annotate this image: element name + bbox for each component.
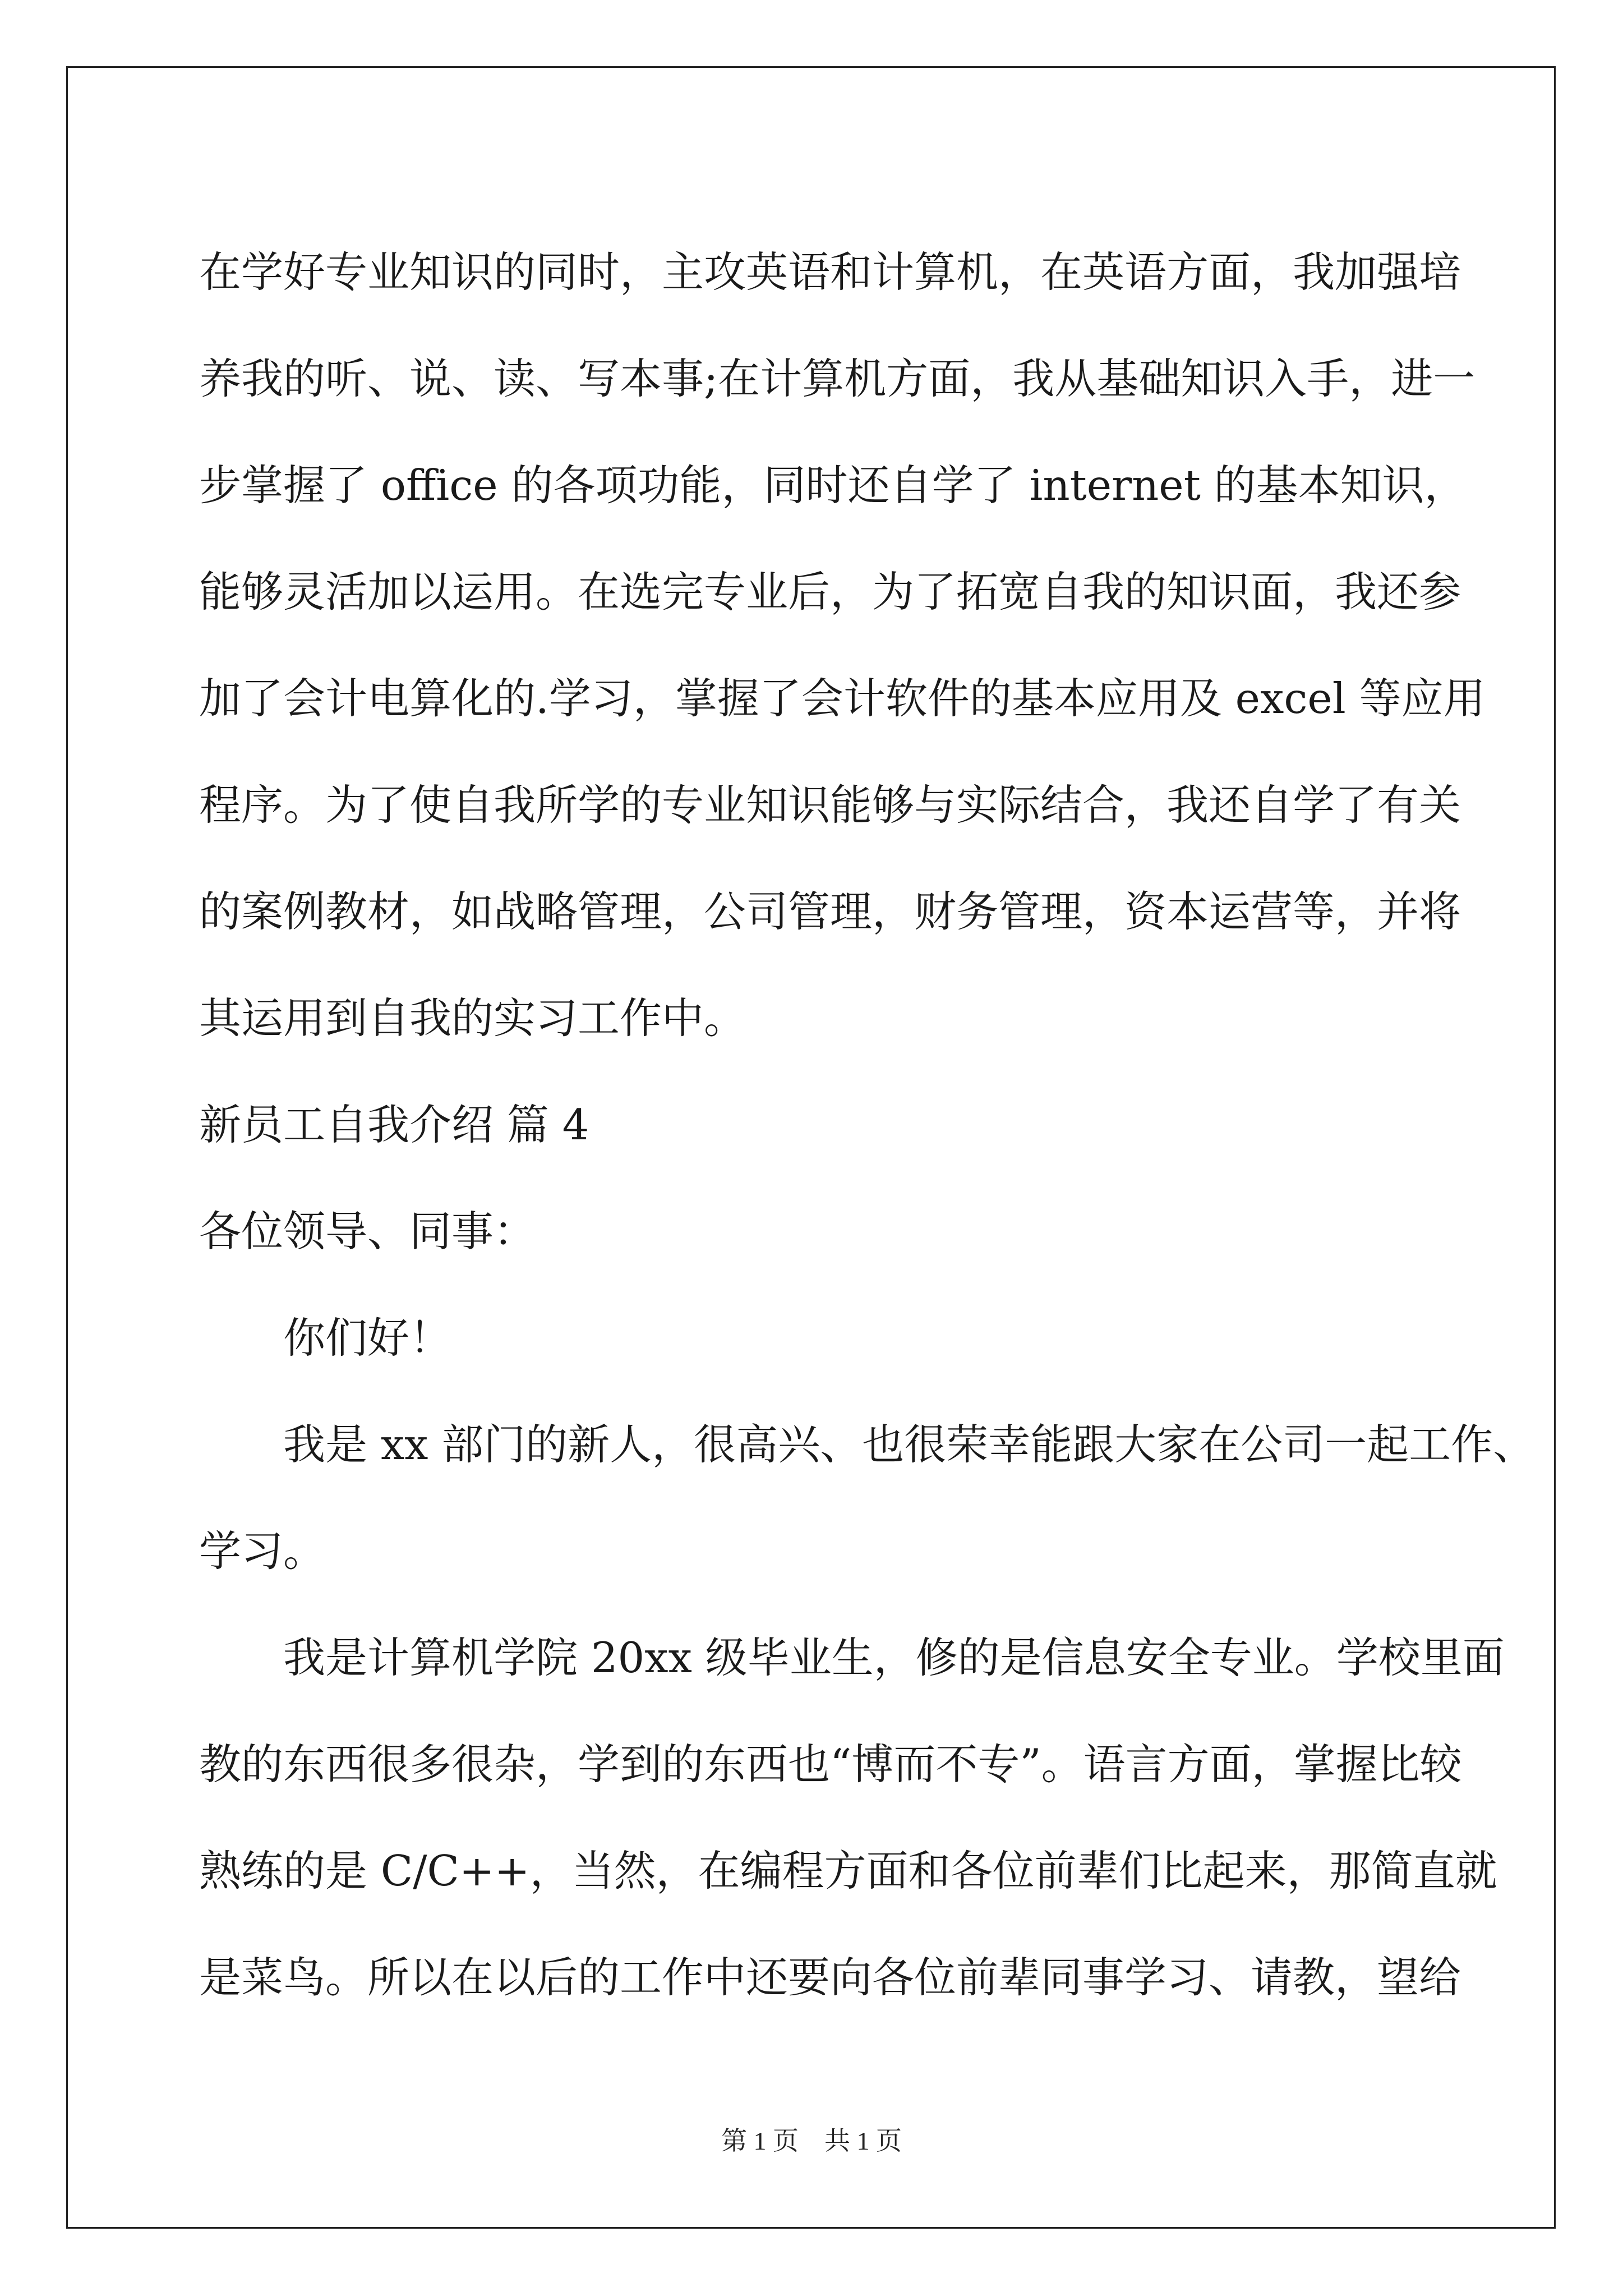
page-number-footer: 第 1 页 共 1 页 <box>721 2127 902 2155</box>
paragraph-line: 步掌握了 office 的各项功能，同时还自学了 internet 的基本知识， <box>199 461 1467 510</box>
salutation: 各位领导、同事： <box>199 1207 536 1256</box>
paragraph-line: 的案例教材，如战略管理，公司管理，财务管理，资本运营等，并将 <box>199 887 1461 936</box>
greeting: 你们好！ <box>283 1313 452 1363</box>
paragraph-line: 在学好专业知识的同时，主攻英语和计算机，在英语方面，我加强培 <box>199 247 1461 297</box>
paragraph-line: 其运用到自我的实习工作中。 <box>199 993 746 1043</box>
paragraph-line: 我是 xx 部门的新人，很高兴、也很荣幸能跟大家在公司一起工作、 <box>283 1420 1536 1469</box>
document-body <box>199 219 1536 2031</box>
section-heading: 新员工自我介绍 篇 4 <box>199 1100 589 1149</box>
paragraph-line: 是菜鸟。所以在以后的工作中还要向各位前辈同事学习、请教，望给 <box>199 1953 1461 2002</box>
paragraph-line: 加了会计电算化的.学习，掌握了会计软件的基本应用及 excel 等应用 <box>199 674 1486 723</box>
paragraph-line: 熟练的是 C/C++，当然，在编程方面和各位前辈们比起来，那简直就 <box>199 1846 1497 1895</box>
paragraph-line: 教的东西很多很杂，学到的东西也“博而不专”。语言方面，掌握比较 <box>199 1740 1462 1789</box>
paragraph-line: 程序。为了使自我所学的专业知识能够与实际结合，我还自学了有关 <box>199 780 1461 830</box>
paragraph-line: 学习。 <box>199 1526 326 1576</box>
paragraph-line: 我是计算机学院 20xx 级毕业生，修的是信息安全专业。学校里面 <box>283 1633 1505 1682</box>
paragraph-line: 能够灵活加以运用。在选完专业后，为了拓宽自我的知识面，我还参 <box>199 567 1461 616</box>
paragraph-line: 养我的听、说、读、写本事;在计算机方面，我从基础知识入手，进一 <box>199 354 1476 403</box>
